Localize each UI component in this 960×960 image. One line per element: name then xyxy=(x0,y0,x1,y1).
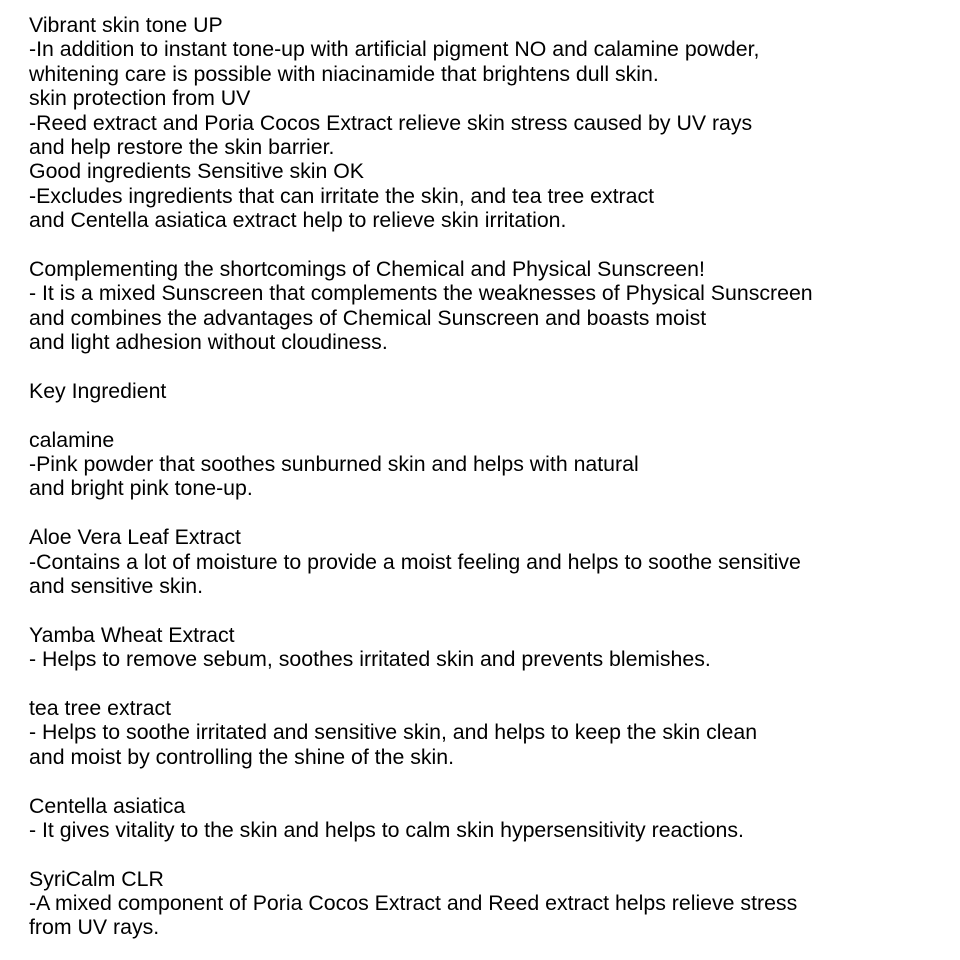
paragraph-gap xyxy=(29,354,954,378)
ingredient-yamba-wheat xyxy=(29,623,954,672)
section-text-line: -Reed extract and Poria Cocos Extract relieve skin stress caused by UV rays xyxy=(29,110,753,135)
paragraph-gap xyxy=(29,672,954,696)
section-heading: Vibrant skin tone UP xyxy=(29,13,223,37)
ingredient-text-line: - Helps to remove sebum, soothes irritated skin and prevents blemishes. xyxy=(29,647,711,672)
ingredient-calamine xyxy=(29,428,954,501)
section-heading: Complementing the shortcomings of Chemical and Physical Sunscreen! xyxy=(29,256,705,281)
paragraph-gap xyxy=(29,598,954,622)
ingredient-name: Aloe Vera Leaf Extract xyxy=(29,525,241,550)
paragraph-gap xyxy=(29,842,954,866)
ingredient-centella xyxy=(29,794,954,843)
paragraph-gap xyxy=(29,769,954,793)
section-text-line: and help restore the skin barrier. xyxy=(29,134,335,159)
ingredient-name: calamine xyxy=(29,427,115,452)
ingredient-text-line: -Pink powder that soothes sunburned skin and helps with natural xyxy=(29,452,639,477)
ingredient-text-line: and bright pink tone-up. xyxy=(29,476,253,501)
section-text-line: and combines the advantages of Chemical Sunscreen and boasts moist xyxy=(29,305,707,330)
paragraph-gap xyxy=(29,233,954,257)
ingredient-text-line: -A mixed component of Poria Cocos Extract and Reed extract helps relieve stress xyxy=(29,891,798,916)
ingredient-name: tea tree extract xyxy=(29,695,172,720)
ingredient-name: SyriCalm CLR xyxy=(29,866,164,891)
ingredient-text-line: and sensitive skin. xyxy=(29,573,204,598)
section-text-line: -Excludes ingredients that can irritate the skin, and tea tree extract xyxy=(29,183,655,208)
section-heading: Good ingredients Sensitive skin OK xyxy=(29,159,365,184)
section-sensitive-skin xyxy=(29,159,954,232)
ingredient-text-line: -Contains a lot of moisture to provide a moist feeling and helps to soothe sensitive xyxy=(29,549,801,574)
section-tone-up xyxy=(29,13,954,86)
section-text-line: - It is a mixed Sunscreen that complements the weaknesses of Physical Sunscreen xyxy=(29,281,813,306)
key-ingredient-heading: Key Ingredient xyxy=(29,378,167,403)
ingredient-aloe-vera xyxy=(29,525,954,598)
section-uv-protection xyxy=(29,86,954,159)
ingredient-name: Yamba Wheat Extract xyxy=(29,622,235,647)
ingredient-text-line: and moist by controlling the shine of the skin. xyxy=(29,744,454,769)
section-text-line: and light adhesion without cloudiness. xyxy=(29,330,388,355)
ingredient-text-line: from UV rays. xyxy=(29,915,160,940)
ingredient-name: Centella asiatica xyxy=(29,793,186,818)
ingredient-text-line: - It gives vitality to the skin and helps to calm skin hypersensitivity reactions. xyxy=(29,817,744,842)
section-text-line: whitening care is possible with niacinamide that brightens dull skin. xyxy=(29,61,659,86)
section-text-line: and Centella asiatica extract help to relieve skin irritation. xyxy=(29,208,567,233)
paragraph-gap xyxy=(29,501,954,525)
ingredient-syricalm xyxy=(29,867,954,940)
ingredient-tea-tree xyxy=(29,696,954,769)
product-description-document xyxy=(29,13,954,940)
ingredient-text-line: - Helps to soothe irritated and sensitive skin, and helps to keep the skin clean xyxy=(29,720,758,745)
paragraph-gap xyxy=(29,403,954,427)
section-mixed-sunscreen xyxy=(29,257,954,355)
section-text-line: -In addition to instant tone-up with artificial pigment NO and calamine powder, xyxy=(29,37,760,62)
section-heading: skin protection from UV xyxy=(29,86,251,111)
